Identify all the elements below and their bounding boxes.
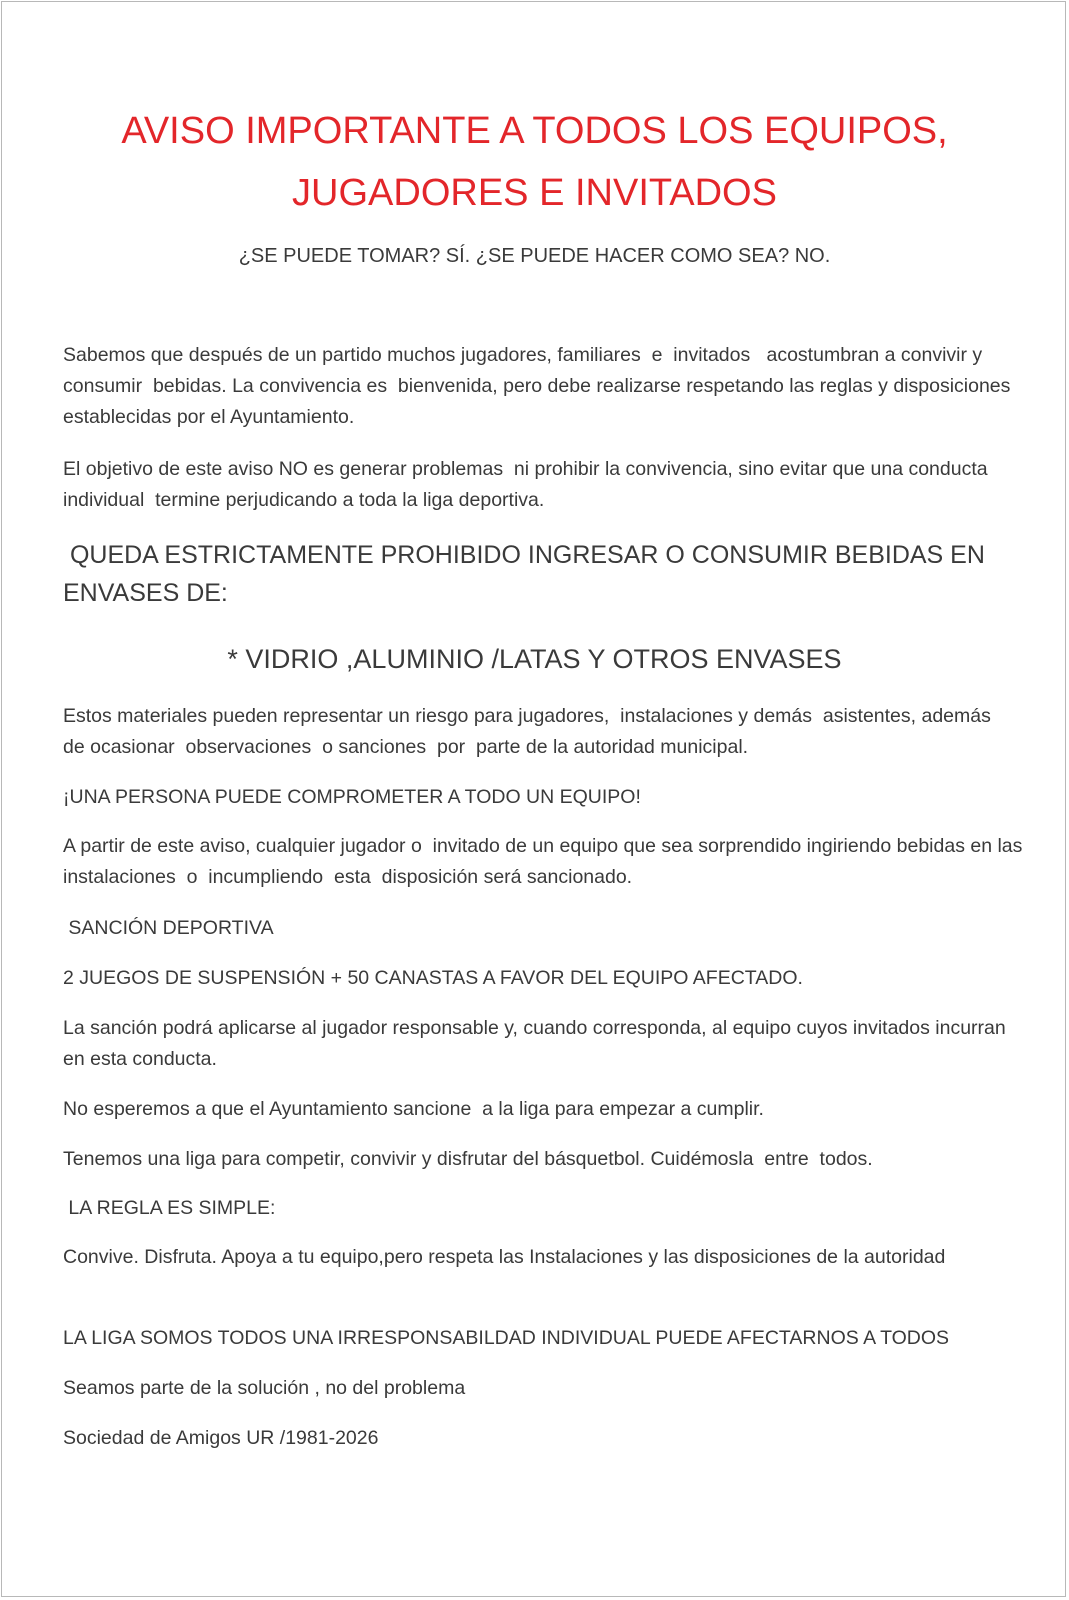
- rule-heading: LA REGLA ES SIMPLE:: [63, 1197, 276, 1219]
- prohibited-materials: * VIDRIO ,ALUMINIO /LATAS Y OTROS ENVASES: [227, 644, 842, 674]
- dont-wait-paragraph: No esperemos a que el Ayuntamiento sancione a la liga para empezar a cumplir.: [63, 1098, 764, 1120]
- prohibition-heading: QUEDA ESTRICTAMENTE PROHIBIDO INGRESAR O CONSUMIR BEBIDAS EN ENVASES DE:: [63, 541, 992, 607]
- from-now-paragraph: A partir de este aviso, cualquier jugador o invitado de un equipo que sea sorprendido ingiriendo bebidas en las instalaciones o incumpliendo esta disposición será sancionado.: [63, 835, 1028, 888]
- rule-paragraph: Convive. Disfruta. Apoya a tu equipo,pero respeta las Instalaciones y las disposiciones de la autoridad: [63, 1246, 946, 1268]
- risk-paragraph: Estos materiales pueden representar un riesgo para jugadores, instalaciones y demás asistentes, además de ocasionar observaciones o sanciones por parte de la autoridad municipal.: [63, 705, 1002, 758]
- objective-paragraph: El objetivo de este aviso NO es generar problemas ni prohibir la convivencia, sino evitar que una conducta individual termine perjudicando a toda la liga deportiva.: [63, 458, 999, 511]
- title-line-1: AVISO IMPORTANTE A TODOS LOS EQUIPOS,: [121, 110, 948, 152]
- sanction-heading: SANCIÓN DEPORTIVA: [63, 917, 274, 939]
- solution-paragraph: Seamos parte de la solución , no del problema: [63, 1377, 466, 1399]
- apply-paragraph: La sanción podrá aplicarse al jugador responsable y, cuando corresponda, al equipo cuyos invitados incurran en esta conducta.: [63, 1017, 1012, 1070]
- notice-title: [0, 100, 1069, 224]
- sanction-detail: 2 JUEGOS DE SUSPENSIÓN + 50 CANASTAS A FAVOR DEL EQUIPO AFECTADO.: [63, 967, 803, 989]
- signature: Sociedad de Amigos UR /1981-2026: [63, 1427, 379, 1449]
- league-paragraph: Tenemos una liga para competir, convivir y disfrutar del básquetbol. Cuidémosla entre todos.: [63, 1148, 873, 1170]
- all-of-us-paragraph: LA LIGA SOMOS TODOS UNA IRRESPONSABILDAD INDIVIDUAL PUEDE AFECTARNOS A TODOS: [63, 1327, 950, 1349]
- title-line-2: JUGADORES E INVITADOS: [292, 172, 777, 214]
- notice-subtitle: ¿SE PUEDE TOMAR? SÍ. ¿SE PUEDE HACER COMO SEA? NO.: [238, 245, 831, 267]
- intro-paragraph: Sabemos que después de un partido muchos jugadores, familiares e invitados acostumbran a convivir y consumir bebidas. La convivencia es bienvenida, pero debe realizarse respetando las reglas y disposiciones establecidas por el Ayuntamiento.: [63, 344, 1022, 428]
- one-person-paragraph: ¡UNA PERSONA PUEDE COMPROMETER A TODO UN EQUIPO!: [63, 786, 641, 808]
